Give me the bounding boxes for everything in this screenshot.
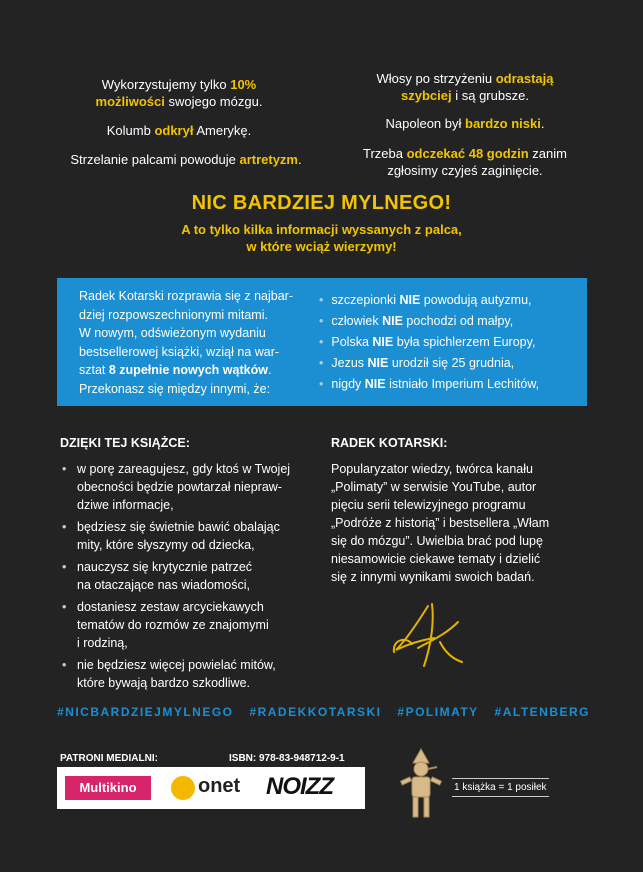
benefit-item: • nauczysz się krytycznie patrzeć na otaczające nas wiadomości, xyxy=(60,558,325,594)
subheadline-line: w które wciąż wierzymy! xyxy=(246,239,397,254)
myth-text: Napoleon był xyxy=(385,116,465,131)
intro-line: Przekonasz się między innymi, że: xyxy=(79,381,271,396)
patrons-label: PATRONI MEDIALNI: xyxy=(60,753,158,764)
intro-text xyxy=(79,287,301,398)
myth-text: Amerykę. xyxy=(193,123,252,138)
myth-highlight: bardzo niski xyxy=(465,116,541,131)
onet-logo: onet xyxy=(198,775,241,797)
intro-highlight: 8 zupełnie nowych wątków xyxy=(108,363,268,377)
myth-text: Kolumb xyxy=(106,123,155,138)
myth-text: i są grubsze. xyxy=(451,88,529,103)
myth-text: Trzeba xyxy=(363,146,407,161)
subheadline xyxy=(0,221,643,255)
fact-item: • Polska NIE była spichlerzem Europy, xyxy=(319,332,539,353)
myth-10-percent xyxy=(70,76,288,110)
intro-line: bestsellerowej książki, wziął na war- xyxy=(79,344,280,359)
benefits-list xyxy=(60,460,325,696)
myth-highlight: możliwości xyxy=(95,94,165,109)
intro-line: dziej rozpowszechnionymi mitami. xyxy=(79,307,268,322)
myth-highlight: artretyzm xyxy=(239,152,298,167)
myth-highlight: odkrył xyxy=(154,123,194,138)
myth-highlight: 10% xyxy=(230,77,257,92)
myth-text: Włosy po strzyżeniu xyxy=(376,71,496,86)
fact-item: • nigdy NIE istniało Imperium Lechitów, xyxy=(319,374,539,395)
intro-line: . xyxy=(267,363,272,377)
myth-text: Strzelanie palcami powoduje xyxy=(70,152,240,167)
pinocchio-mascot-icon xyxy=(395,747,447,822)
hashtag[interactable]: #ALTENBERG xyxy=(494,705,590,719)
headline: NIC BARDZIEJ MYLNEGO! xyxy=(191,192,452,214)
myth-text: . xyxy=(540,116,545,131)
charity-slogan: 1 książka = 1 posiłek xyxy=(452,778,549,797)
intro-line: Radek Kotarski rozprawia się z najbar- xyxy=(79,289,293,303)
fact-item: • Jezus NIE urodził się 25 grudnia, xyxy=(319,353,539,374)
subheadline-line: A to tylko kilka informacji wyssanych z palca, xyxy=(181,222,462,237)
myth-highlight: odrastają xyxy=(495,71,554,86)
hashtag[interactable]: #POLIMATY xyxy=(397,705,479,719)
myth-48-hours xyxy=(345,145,585,179)
benefit-item: • nie będziesz więcej powielać mitów, które bywają bardzo szkodliwe. xyxy=(60,656,325,692)
myth-highlight: szybciej xyxy=(401,88,452,103)
myth-text: Wykorzystujemy tylko xyxy=(101,77,231,92)
hashtags xyxy=(57,705,590,719)
multikino-logo: Multikino xyxy=(65,776,151,800)
onet-dot-icon xyxy=(171,776,195,800)
fact-item: • szczepionki NIE powodują autyzmu, xyxy=(319,290,539,311)
author-bio: Popularyzator wiedzy, twórca kanału „Polimaty” w serwisie YouTube, autor pięciu serii telewizyjnego programu „Podróże z historią” i bestsellera „Włam się do mózgu”. Uwielbia brać pod lupę niesamowicie ciekawe tematy i dzielić się z innymi wynikami swoich badań. xyxy=(331,462,550,584)
hashtag[interactable]: #NICBARDZIEJMYLNEGO xyxy=(57,705,234,719)
myth-text: . xyxy=(298,152,302,167)
myth-highlight: odczekać 48 godzin xyxy=(406,146,529,161)
myth-hair xyxy=(352,70,578,104)
fact-item: • człowiek NIE pochodzi od małpy, xyxy=(319,311,539,332)
benefit-item: • dostaniesz zestaw arcyciekawych tematów do rozmów ze znajomymi i rodziną, xyxy=(60,598,325,652)
patron-logos xyxy=(57,767,365,809)
myth-text: zgłosimy czyjeś zaginięcie. xyxy=(387,163,543,178)
noizz-logo: NOIZZ xyxy=(266,773,333,800)
myth-knuckles xyxy=(55,151,317,168)
facts-list xyxy=(319,290,539,395)
intro-box xyxy=(57,278,587,406)
myth-text: zanim xyxy=(528,146,567,161)
benefit-item: • w porę zareagujesz, gdy ktoś w Twojej obecności będzie powtarzał niepraw- dziwe informacje, xyxy=(60,460,325,514)
myth-columbus xyxy=(70,122,288,139)
hashtag[interactable]: #RADEKKOTARSKI xyxy=(249,705,382,719)
benefits-title: DZIĘKI TEJ KSIĄŻCE: xyxy=(60,436,190,450)
author-title: RADEK KOTARSKI: xyxy=(331,436,448,450)
isbn: ISBN: 978-83-948712-9-1 xyxy=(229,753,345,764)
myth-napoleon xyxy=(352,115,578,132)
author-signature xyxy=(388,600,468,672)
benefit-item: • będziesz się świetnie bawić obalając mity, które słyszymy od dziecka, xyxy=(60,518,325,554)
intro-line: sztat xyxy=(79,363,109,377)
myth-text: swojego mózgu. xyxy=(164,94,263,109)
intro-line: W nowym, odświeżonym wydaniu xyxy=(79,326,266,340)
